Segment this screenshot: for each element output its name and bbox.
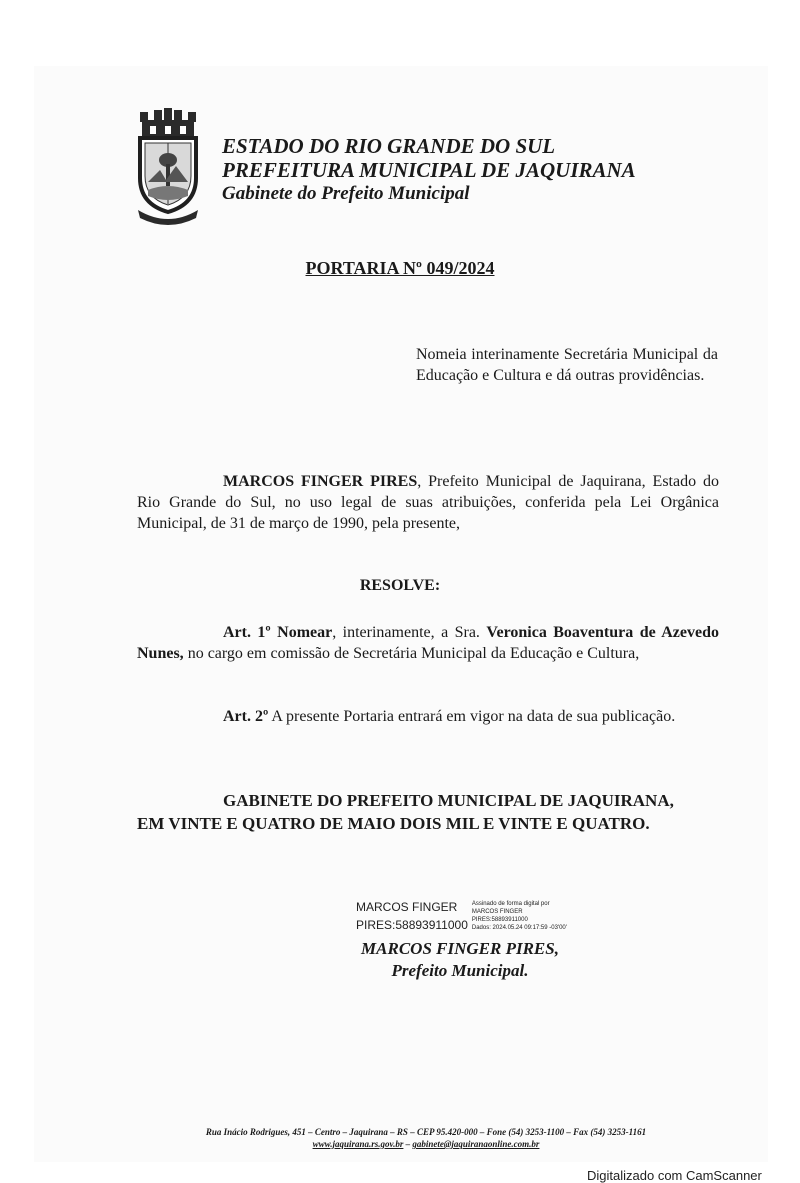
state-name: ESTADO DO RIO GRANDE DO SUL	[222, 134, 556, 158]
digsig-detail-2: MARCOS FINGER	[471, 909, 523, 915]
digsig-name-line-1: MARCOS FINGER	[356, 900, 458, 914]
document-header	[222, 134, 636, 206]
digital-signature	[356, 898, 567, 934]
mayor-name: MARCOS FINGER PIRES	[223, 473, 418, 490]
document-page	[34, 66, 768, 1162]
article-2-text: A presente Portaria entrará em vigor na data de sua publicação.	[268, 708, 676, 725]
article-1	[137, 622, 719, 664]
signatory-name: MARCOS FINGER PIRES,	[361, 939, 559, 958]
closing-statement	[137, 789, 719, 835]
document-title: PORTARIA Nº 049/2024	[305, 258, 495, 278]
resolve-heading: RESOLVE:	[359, 577, 441, 594]
footer-separator: –	[403, 1139, 413, 1149]
municipal-crest-icon	[136, 108, 200, 226]
article-2-label: Art. 2º	[223, 708, 269, 725]
footer-email[interactable]: gabinete@jaquiranaonline.com.br	[412, 1139, 540, 1149]
footer-contacts	[0, 1138, 800, 1150]
article-1-text-a: , interinamente, a Sra.	[332, 624, 487, 641]
article-2	[137, 706, 719, 727]
closing-line-1: GABINETE DO PREFEITO MUNICIPAL DE JAQUIRANA,	[223, 791, 674, 810]
article-1-label: Art. 1º Nomear	[223, 624, 333, 641]
scanner-watermark: Digitalizado com CamScanner	[587, 1168, 762, 1183]
digsig-detail-1: Assinado de forma digital por	[471, 901, 550, 907]
signatory-role: Prefeito Municipal.	[391, 961, 529, 980]
digsig-detail-3: PIRES:58893911000	[471, 917, 528, 923]
preamble-text: , Prefeito Municipal de Jaquirana, Estado do Rio Grande do Sul, no uso legal de suas atribuições, conferida pela Lei Orgânica Municipal, de 31 de março de 1990, pela presente,	[137, 473, 719, 532]
appointee-name: Veronica Boaventura de Azevedo Nunes,	[137, 624, 720, 662]
digsig-detail-4: Dados: 2024.05.24 09:17:59 -03'00'	[471, 925, 567, 931]
preamble-paragraph	[137, 471, 719, 534]
ementa: Nomeia interinamente Secretária Municipal da Educação e Cultura e dá outras providências.	[416, 346, 718, 384]
digsig-name-line-2: PIRES:58893911000	[356, 918, 468, 932]
footer-website[interactable]: www.jaquirana.rs.gov.br	[312, 1139, 404, 1149]
footer-address: Rua Inácio Rodrigues, 451 – Centro – Jaquirana – RS – CEP 95.420-000 – Fone (54) 3253-1100 – Fax (54) 3253-1161	[205, 1127, 647, 1137]
prefecture-name: PREFEITURA MUNICIPAL DE JAQUIRANA	[222, 158, 636, 182]
article-1-text-b: no cargo em comissão de Secretária Municipal da Educação e Cultura,	[183, 645, 640, 662]
office-name: Gabinete do Prefeito Municipal	[222, 183, 470, 204]
closing-line-2: EM VINTE E QUATRO DE MAIO DOIS MIL E VINTE E QUATRO.	[137, 814, 650, 833]
